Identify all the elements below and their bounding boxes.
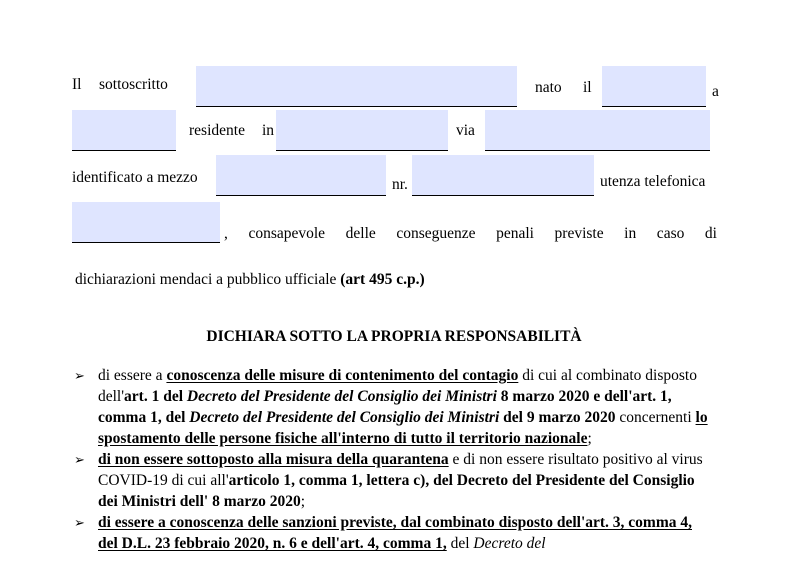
- label-il: Il: [72, 76, 82, 93]
- list-item: ➢ di essere a conoscenza delle sanzioni previste, dal combinato disposto dell'art. 3, comma 4, del D.L. 23 febbraio 2020, n. 6 e dell'art. 4, comma 1, del Decreto del: [74, 514, 692, 552]
- list-item: ➢ di essere a conoscenza delle misure di contenimento del contagio di cui al combinato disposto dell'art. 1 del Decreto del Presidente del Consiglio dei Ministri 8 marzo 2020 e dell'art. 1, comma 1, del Decreto del Presidente del Consiglio dei Ministri del 9 marzo 2020 concernenti lo spostamento delle persone fisiche all'interno di tutto il territorio nazionale;: [74, 367, 708, 447]
- section-heading: DICHIARA SOTTO LA PROPRIA RESPONSABILITÀ: [206, 328, 582, 345]
- list-item: ➢ di non essere sottoposto alla misura della quarantena e di non essere risultato positivo al virus COVID-19 di cui all'articolo 1, comma 1, lettera c), del Decreto del Presidente del Consiglio dei Ministri dell' 8 marzo 2020;: [74, 451, 703, 510]
- declaration-line: [75, 271, 425, 289]
- label-identificato: identificato a mezzo: [72, 169, 198, 186]
- arrow-bullet-icon: ➢: [74, 452, 85, 467]
- arrow-bullet-icon: ➢: [74, 368, 85, 383]
- label-nato: nato: [535, 79, 562, 96]
- arrow-bullet-icon: ➢: [74, 515, 85, 530]
- label-a: a: [712, 83, 719, 100]
- address-field[interactable]: [485, 110, 710, 151]
- label-via: via: [456, 122, 475, 139]
- declaration-list: [72, 365, 712, 554]
- label-sottoscritto: sottoscritto: [99, 76, 168, 93]
- phone-field[interactable]: [72, 202, 220, 243]
- label-utenza: utenza telefonica: [600, 173, 706, 190]
- label-dichiarazioni: dichiarazioni mendaci a pubblico ufficiale: [75, 271, 337, 288]
- label-nr: nr.: [392, 176, 408, 193]
- birth-date-field[interactable]: [602, 66, 706, 107]
- label-art495: (art 495 c.p.): [340, 271, 425, 288]
- birth-place-field[interactable]: [72, 110, 176, 151]
- label-consapevole: , consapevole delle conseguenze penali previste in caso di: [224, 225, 717, 242]
- name-field[interactable]: [196, 66, 517, 107]
- label-in: in: [262, 122, 275, 139]
- id-number-field[interactable]: [412, 155, 594, 196]
- id-document-field[interactable]: [216, 155, 386, 196]
- label-il-date: il: [583, 79, 592, 96]
- label-residente: residente: [189, 122, 245, 139]
- residence-city-field[interactable]: [276, 110, 448, 151]
